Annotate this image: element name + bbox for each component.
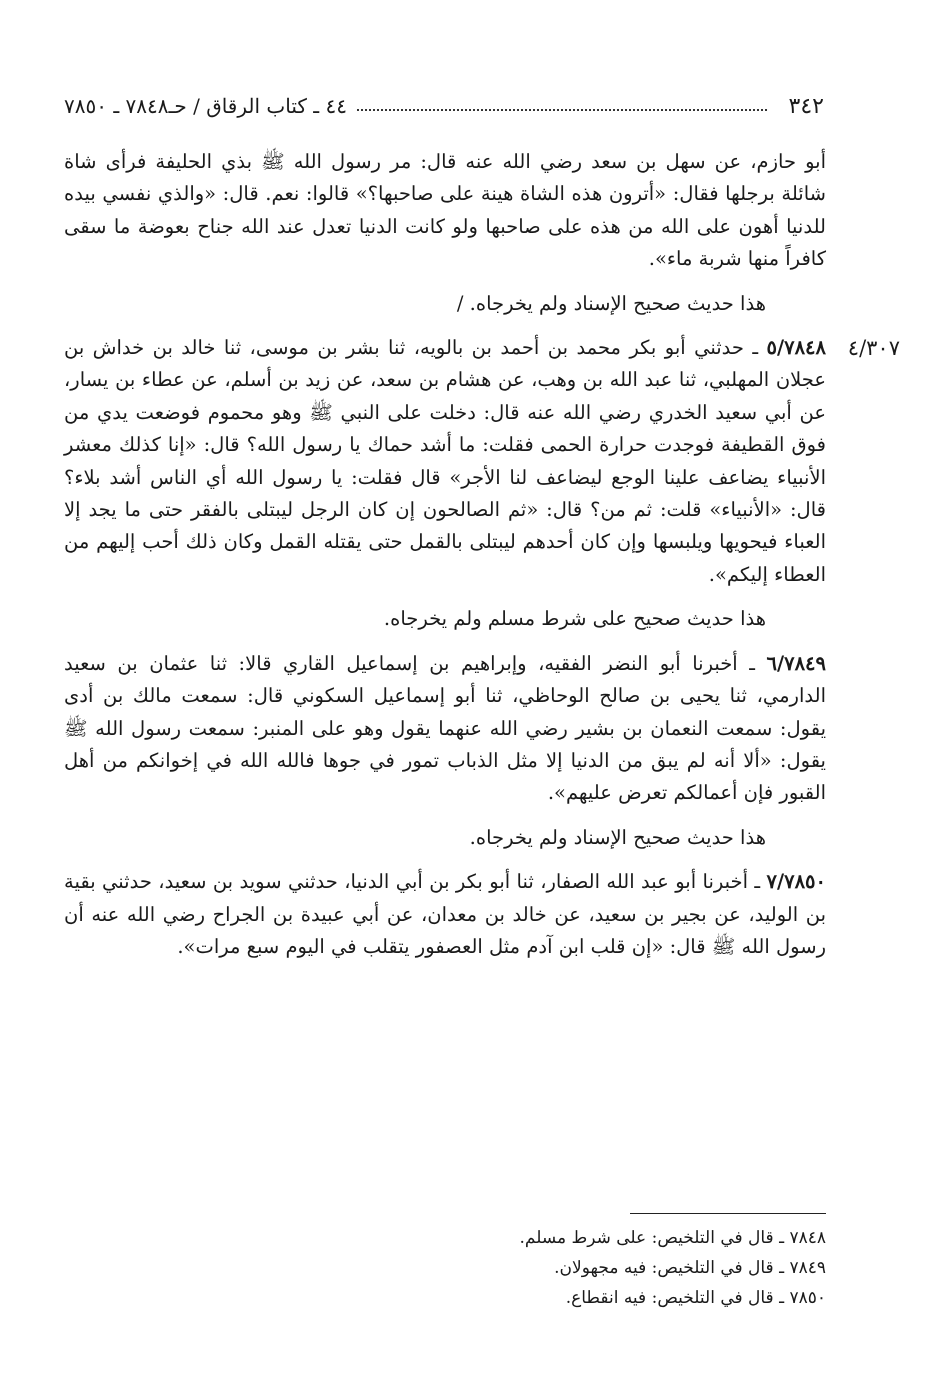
hadith-text: ـ حدثني أبو بكر محمد بن أحمد بن بالويه، ثنا بشر بن موسى، ثنا خالد بن خداش بن عجلان المهلبي، ثنا عبد الله بن وهب، عن هشام بن سعد، عن زيد بن أسلم، عن عطاء بن يسار، عن أبي سعيد الخدري رضي الله عنه قال: دخلت على النبي ﷺ وهو محموم فوضعت يدي من فوق القطيفة فوجدت حرارة الحمى فقلت: ما أشد حماك يا رسول الله؟ قال: «إنا كذلك معشر الأنبياء يضاعف علينا الوجع ليضاعف لنا الأجر» قال فقلت: يا رسول الله أي الناس أشد بلاء؟ قال: «الأنبياء» قلت: ثم من؟ قال: «ثم الصالحون إن كان الرجل ليبتلى بالفقر حتى ما يجد إلا العباء فيحويها ويلبسها وإن كان أحدهم ليبتلى بالقمل حتى يقتله القمل وكان ذلك أحب إليهم من العطاء إليكم». [64,336,826,586]
margin-volume-page-reference: ٤/٣٠٧ [847,336,900,360]
page-number: ٣٤٢ [788,93,824,119]
hadith-paragraph [64,648,826,810]
footnotes [400,1223,826,1313]
hadith-number: ٥/٧٨٤٨ [766,336,826,360]
hadith-verdict [64,288,826,320]
paragraph-continuation [64,146,826,276]
hadith-paragraph [64,332,826,591]
hadith-text: ـ أخبرنا أبو النضر الفقيه، وإبراهيم بن إسماعيل القاري قالا: ثنا عثمان بن سعيد الدارمي، ثنا يحيى بن صالح الوحاظي، ثنا أبو إسماعيل السكوني قال: سمعت مالك بن أدى يقول: سمعت النعمان بن بشير رضي الله عنهما يقول وهو على المنبر: سمعت رسول الله ﷺ يقول: «ألا أنه لم يبق من الدنيا إلا مثل الذباب تمور في جوها فالله الله في إخوانكم من أهل القبور فإن أعمالكم تعرض عليهم». [64,651,826,805]
hadith-number: ٧/٧٨٥٠ [766,870,826,894]
verdict-text: هذا حديث صحيح الإسناد ولم يخرجاه. / [456,291,766,315]
hadith-verdict [64,822,826,854]
footnote-separator [630,1213,826,1214]
verdict-text: هذا حديث صحيح الإسناد ولم يخرجاه. [469,825,766,849]
hadith-text: ـ أخبرنا أبو عبد الله الصفار، ثنا أبو بكر بن أبي الدنيا، حدثني سويد بن سعيد، حدثني بقية بن الوليد، عن بجير بن سعيد، عن خالد بن معدان، عن أبي عبيدة بن الجراح رضي الله عنه أن رسول الله ﷺ قال: «إن قلب ابن آدم مثل العصفور يتقلب في اليوم سبع مرات». [64,870,826,958]
hadith-number: ٦/٧٨٤٩ [766,651,826,675]
page-header [64,84,824,128]
paragraph-text: أبو حازم، عن سهل بن سعد رضي الله عنه قال: مر رسول الله ﷺ بذي الحليفة فرأى شاة شائلة برجلها فقال: «أترون هذه الشاة هينة على صاحبها؟» قالوا: نعم. قال: «والذي نفسي بيده للدنيا أهون على الله من هذه على صاحبها ولو كانت الدنيا تعدل عند الله جناح بعوضة ما سقى كافراً منها شربة ماء». [64,150,826,271]
footnote: ٧٨٤٩ ـ قال في التلخيص: فيه مجهولان. [554,1258,826,1278]
verdict-text: هذا حديث صحيح على شرط مسلم ولم يخرجاه. [383,607,766,631]
hadith-verdict [64,603,826,635]
header-dotted-leader [357,109,767,111]
footnote: ٧٨٤٨ ـ قال في التلخيص: على شرط مسلم. [519,1228,826,1248]
main-text [64,146,826,975]
footnote: ٧٨٥٠ ـ قال في التلخيص: فيه انقطاع. [565,1288,826,1308]
running-title: ٤٤ ـ كتاب الرقاق / حـ٧٨٤٨ ـ ٧٨٥٠ [64,94,347,118]
hadith-paragraph [64,866,826,963]
